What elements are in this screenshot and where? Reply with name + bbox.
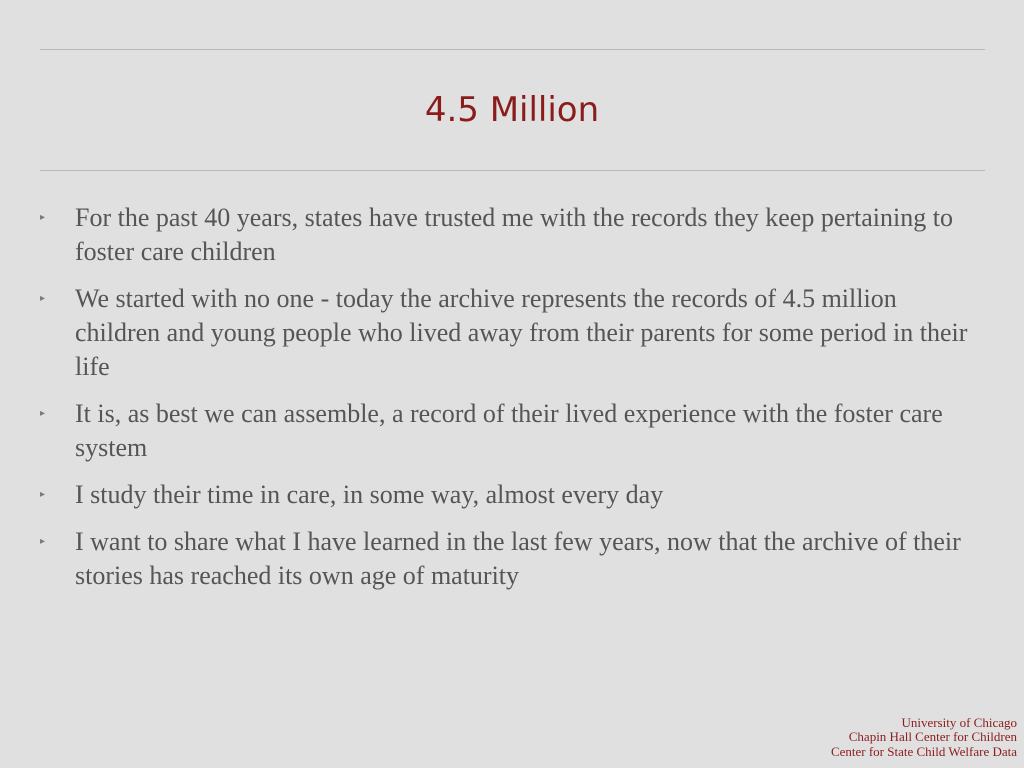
bullet-marker-icon: ▸ <box>40 212 46 223</box>
title-bottom-divider <box>40 170 985 171</box>
bullet-text: I want to share what I have learned in the last few years, now that the archive of their stories has reached its own age of maturity <box>75 527 961 590</box>
title-top-divider <box>40 49 985 50</box>
slide-title: 4.5 Million <box>424 90 600 130</box>
bullet-marker-icon: ▸ <box>40 536 46 547</box>
footer-line-center: Center for State Child Welfare Data <box>830 743 1017 759</box>
footer-line-chapin-hall: Chapin Hall Center for Children <box>848 729 1017 744</box>
bullet-marker-icon: ▸ <box>40 408 46 419</box>
bullet-item <box>40 201 980 269</box>
bullet-text: We started with no one - today the archive represents the records of 4.5 million children and young people who lived away from their parents for some period in their life <box>75 284 968 381</box>
bullet-item <box>40 282 980 384</box>
bullet-item <box>40 478 980 512</box>
bullet-text: For the past 40 years, states have trusted me with the records they keep pertaining to foster care children <box>75 203 953 266</box>
bullet-marker-icon: ▸ <box>40 293 46 304</box>
bullet-item <box>40 525 980 593</box>
bullet-text: It is, as best we can assemble, a record of their lived experience with the foster care system <box>75 399 943 462</box>
bullet-marker-icon: ▸ <box>40 489 46 500</box>
bullet-list <box>40 201 980 606</box>
footer-attribution <box>831 716 1017 760</box>
bullet-item <box>40 397 980 465</box>
bullet-text: I study their time in care, in some way, almost every day <box>75 480 664 509</box>
footer-line-university: University of Chicago <box>901 714 1017 730</box>
